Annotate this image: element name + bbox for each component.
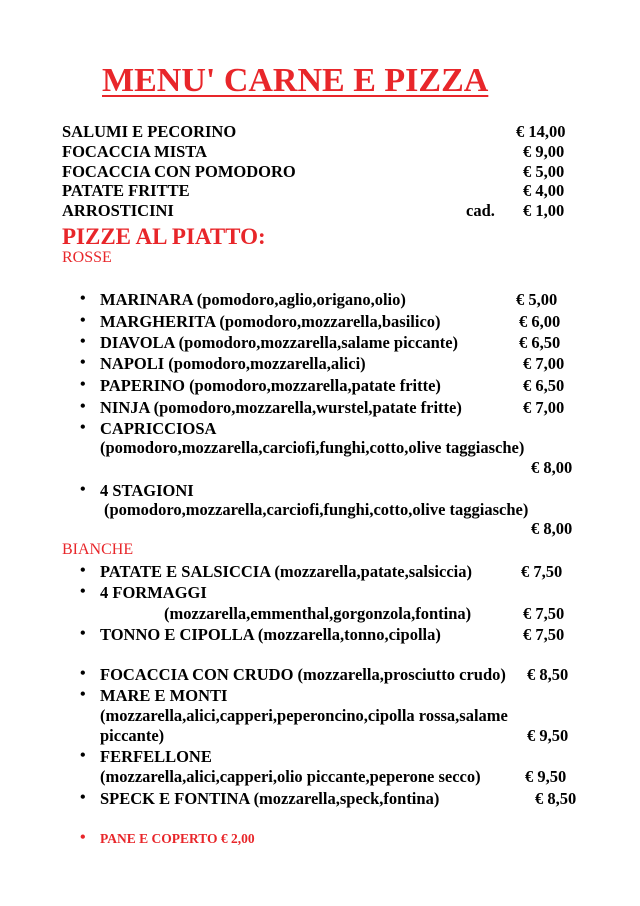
starter-name: FOCACCIA MISTA [62,142,207,161]
pizza-name: 4 STAGIONI [100,481,194,500]
pizza-name: NAPOLI (pomodoro,mozzarella,alici) [100,354,366,373]
menu-title: MENU' CARNE E PIZZA [102,62,489,99]
pizza-detail: (pomodoro,mozzarella,carciofi,funghi,cotto,olive taggiasche) [104,500,529,519]
starter-unit: cad. [466,201,495,220]
starter-name: PATATE FRITTE [62,181,190,200]
pizza-name: MARGHERITA (pomodoro,mozzarella,basilico) [100,312,441,331]
pizza-price: € 8,50 [535,789,577,808]
starter-price: € 9,00 [523,142,565,161]
pizza-name: PATATE E SALSICCIA (mozzarella,patate,salsiccia) [100,562,472,581]
pizza-price: € 7,50 [523,625,565,644]
pizza-name: DIAVOLA (pomodoro,mozzarella,salame piccante) [100,333,459,352]
starter-name: ARROSTICINI [62,201,174,220]
bullet: • [80,290,86,307]
starter-price: € 5,00 [523,162,565,181]
bullet: • [80,665,86,682]
pizza-detail: (pomodoro,mozzarella,carciofi,funghi,cotto,olive taggiasche) [100,438,525,457]
bullet: • [80,625,86,642]
pizza-name: MARINARA (pomodoro,aglio,origano,olio) [100,290,406,309]
pizza-price: € 8,00 [531,519,573,538]
pizza-name: MARE E MONTI [100,686,228,705]
bullet: • [80,398,86,415]
bullet: • [80,481,86,498]
starter-price: € 1,00 [523,201,565,220]
bullet: • [80,562,86,579]
pizza-detail: (mozzarella,alici,capperi,peperoncino,cipolla rossa,salame [100,706,508,725]
pizze-heading: PIZZE AL PIATTO: [62,224,266,249]
pizza-price: € 8,00 [531,458,573,477]
bullet: • [80,829,86,846]
bullet: • [80,333,86,350]
bullet: • [80,419,86,436]
pizza-price: € 6,00 [519,312,561,331]
bullet: • [80,789,86,806]
pizza-name: CAPRICCIOSA [100,419,217,438]
pizza-detail: (mozzarella,emmenthal,gorgonzola,fontina) [164,604,472,623]
bullet: • [80,583,86,600]
pizza-detail: (mozzarella,alici,capperi,olio piccante,peperone secco) [100,767,481,786]
pizza-price: € 6,50 [519,333,561,352]
pizza-name: SPECK E FONTINA (mozzarella,speck,fontina) [100,789,440,808]
bullet: • [80,312,86,329]
pizza-price: € 9,50 [525,767,567,786]
cover-charge-note: PANE E COPERTO € 2,00 [100,831,255,846]
bullet: • [80,354,86,371]
pizza-price: € 7,50 [521,562,563,581]
bullet: • [80,376,86,393]
pizza-detail: piccante) [100,726,165,745]
pizza-name: PAPERINO (pomodoro,mozzarella,patate fritte) [100,376,441,395]
starter-name: SALUMI E PECORINO [62,122,237,141]
pizza-price: € 6,50 [523,376,565,395]
bianche-heading: BIANCHE [62,541,134,558]
pizza-price: € 7,00 [523,398,565,417]
pizza-price: € 9,50 [527,726,569,745]
pizza-name: 4 FORMAGGI [100,583,207,602]
rosse-heading: ROSSE [62,249,112,266]
starter-price: € 4,00 [523,181,565,200]
pizza-name: FOCACCIA CON CRUDO (mozzarella,prosciutto crudo) [100,665,506,684]
pizza-price: € 5,00 [516,290,558,309]
starter-name: FOCACCIA CON POMODORO [62,162,296,181]
bullet: • [80,686,86,703]
pizza-price: € 7,50 [523,604,565,623]
starter-price: € 14,00 [516,122,566,141]
bullet: • [80,747,86,764]
pizza-price: € 7,00 [523,354,565,373]
pizza-name: TONNO E CIPOLLA (mozzarella,tonno,cipolla) [100,625,441,644]
pizza-price: € 8,50 [527,665,569,684]
pizza-name: NINJA (pomodoro,mozzarella,wurstel,patate fritte) [100,398,462,417]
pizza-name: FERFELLONE [100,747,212,766]
